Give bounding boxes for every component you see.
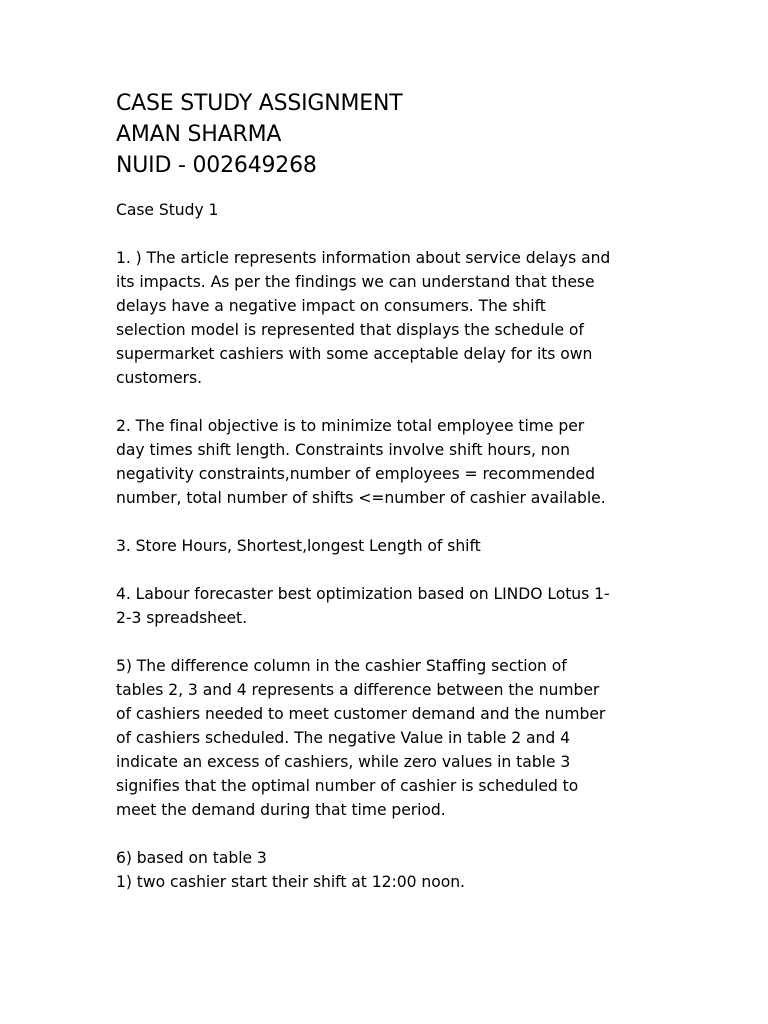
paragraph-line: 2. The final objective is to minimize total employee time per <box>116 417 585 435</box>
answer-paragraph-6 <box>116 846 656 894</box>
paragraph-line: negativity constraints,number of employees = recommended <box>116 465 595 483</box>
student-id: NUID - 002649268 <box>116 153 317 178</box>
answer-paragraph-3 <box>116 534 656 558</box>
section-label: Case Study 1 <box>116 201 219 219</box>
paragraph-line: selection model is represented that displays the schedule of <box>116 321 584 339</box>
paragraph-line: number, total number of shifts <=number of cashier available. <box>116 489 606 507</box>
answer-paragraph-4 <box>116 582 656 630</box>
paragraph-line: 5) The difference column in the cashier Staffing section of <box>116 657 567 675</box>
paragraph-line: meet the demand during that time period. <box>116 801 446 819</box>
document-page <box>116 88 656 894</box>
document-header <box>116 88 656 181</box>
paragraph-line: 2-3 spreadsheet. <box>116 609 248 627</box>
paragraph-line: delays have a negative impact on consumers. The shift <box>116 297 546 315</box>
paragraph-line: supermarket cashiers with some acceptable delay for its own <box>116 345 593 363</box>
paragraph-line: 1) two cashier start their shift at 12:00 noon. <box>116 873 465 891</box>
paragraph-line: of cashiers needed to meet customer demand and the number <box>116 705 606 723</box>
paragraph-line: its impacts. As per the findings we can understand that these <box>116 273 595 291</box>
paragraph-line: day times shift length. Constraints involve shift hours, non <box>116 441 570 459</box>
paragraph-line: 6) based on table 3 <box>116 849 267 867</box>
paragraph-line: indicate an excess of cashiers, while zero values in table 3 <box>116 753 571 771</box>
paragraph-line: 4. Labour forecaster best optimization based on LINDO Lotus 1- <box>116 585 610 603</box>
paragraph-line: tables 2, 3 and 4 represents a difference between the number <box>116 681 600 699</box>
answer-paragraph-1 <box>116 246 656 390</box>
paragraph-line: of cashiers scheduled. The negative Value in table 2 and 4 <box>116 729 570 747</box>
paragraph-line: customers. <box>116 369 203 387</box>
document-title: CASE STUDY ASSIGNMENT <box>116 91 403 116</box>
answer-paragraph-5 <box>116 654 656 822</box>
answer-paragraph-2 <box>116 414 656 510</box>
author-name: AMAN SHARMA <box>116 122 282 147</box>
paragraph-line: 3. Store Hours, Shortest,longest Length of shift <box>116 537 481 555</box>
paragraph-line: signifies that the optimal number of cashier is scheduled to <box>116 777 579 795</box>
paragraph-line: 1. ) The article represents information about service delays and <box>116 249 611 267</box>
